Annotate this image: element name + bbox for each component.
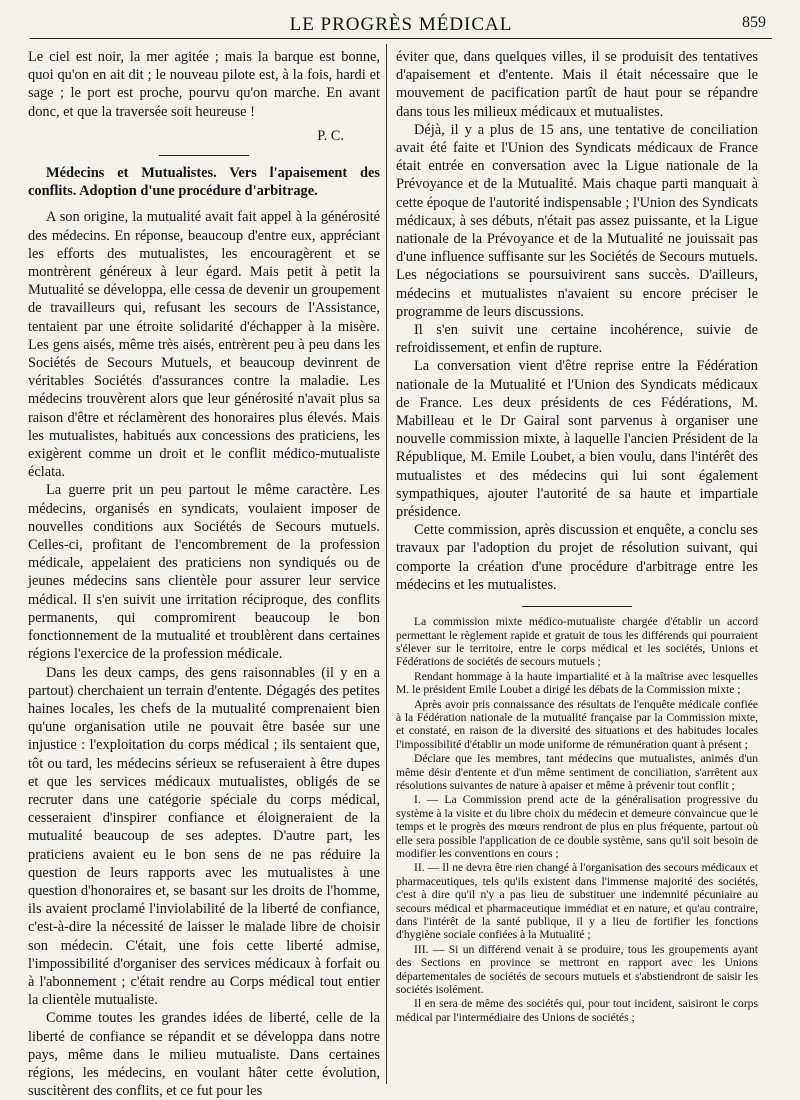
section-rule [522, 606, 632, 607]
resolution-paragraph: III. — Si un différend venait à se produire, tous les groupements ayant des Sections en province se mettront en rapport avec les Unions départementales de sociétés de secours mutuels et s'abstiendront de saisir les sociétés isolément. [396, 942, 758, 997]
signature: P. C. [317, 127, 344, 144]
paragraph: Comme toutes les grandes idées de liberté, celle de la liberté de confiance se répandit et se développa dans notre pays, même dans le milieu mutualiste. Dans certaines régions, les médecins, en voulant hâter cette évolution, suscitèrent des conflits, et ce fut pour les [28, 1010, 380, 1100]
right-column [396, 48, 758, 1024]
section-rule [159, 155, 249, 156]
journal-title: LE PROGRÈS MÉDICAL [289, 14, 513, 35]
resolution-paragraph: Après avoir pris connaissance des résultats de l'enquête médicale confiée à la Fédération nationale de la mutualité française par la Commission mixte, et constaté, en raison de la diversité des situations et des habitudes locales l'impossibilité d'établir un mode uniforme de rémunération quant à présent ; [396, 697, 758, 751]
resolution-paragraph: I. — La Commission prend acte de la généralisation progressive du système à la visite et du libre choix du médecin et demeure convaincue que le temps et le progrès des mœurs rendront de plus en plus fréquente, partout où elle sera possible l'application de ce double système, sans qu'il soit besoin de modifier les conventions en cours ; [396, 793, 758, 860]
paragraph: A son origine, la mutualité avait fait appel à la générosité des médecins. En réponse, beaucoup d'entre eux, appréciant les efforts des mutualistes, les encouragèrent et se montrèrent généreux à leur égard. Mais petit à petit la Mutualité se développa, elle cessa de devenir un groupement de travailleurs qui, refusant les secours de l'Assistance, tentaient par une étroite solidarité d'échapper à la misère. Les gens aisés, même très aisés, entrèrent peu à peu dans les Sociétés de Secours Mutuels, et beaucoup devinrent de véritables Sociétés d'assurances contre la maladie. Les médecins trouvèrent alors que leur générosité n'avait plus sa raison d'être et réclamèrent des honoraires plus élevés. Mais les mutualistes, habitués aux concessions des praticiens, les exigèrent comme un droit et le conflit médico-mutualiste éclata. [28, 209, 380, 481]
resolution-paragraph: II. — Il ne devra être rien changé à l'organisation des secours médicaux et pharmaceutiques, tels qu'ils existent dans l'immense majorité des sociétés, c'est à dire qu'il n'y a pas lieu de substituer une indemnité pécuniaire au secours médical et pharmaceutique immédiat et en nature, et qu'au contraire, dans l'intérêt de la santé publique, il y a lieu de fortifier les fonctions d'hygiène sociale confiées à la Mutualité ; [396, 861, 758, 942]
paragraph: Déjà, il y a plus de 15 ans, une tentative de conciliation avait été faite et l'Union des Syndicats médicaux de France était entrée en conversation avec la Ligue nationale de la Prévoyance et de la Mutualité. Mais chaque parti manquait à cette époque de l'autorité indispensable ; l'Union des Syndicats médicaux, à ses débuts, n'était pas assez puissante, et la Ligue nationale de la Prévoyance et de la Mutualité ne jouissait pas d'une influence suffisante sur les Sociétés de Secours mutuels. Les négociations se poursuivirent sans succès. D'ailleurs, médecins et mutualistes n'avaient su encore préciser le programme de leurs discussions. [396, 121, 758, 320]
intro-paragraph: Le ciel est noir, la mer agitée ; mais la barque est bonne, quoi qu'on en ait dit ; le nouveau pilote est, à la fois, hardi et sage ; le port est proche, pourvu qu'on marche. En avant donc, et que la traversée soit heureuse ! [28, 49, 380, 120]
resolution-paragraph: Il en sera de même des sociétés qui, pour tout incident, saisiront le corps médical par l'intermédiaire des Unions de sociétés ; [396, 997, 758, 1024]
paragraph: Il s'en suivit une certaine incohérence, suivie de refroidissement, et enfin de rupture. [396, 322, 758, 357]
page-number: 859 [742, 14, 766, 31]
left-column [28, 48, 380, 1100]
resolution-paragraph: La commission mixte médico-mutualiste chargée d'établir un accord permettant le règlement rapide et gratuit de tous les différends qui pourraient s'élever sur le territoire, entre le corps médical et les sociétés, Unions et Fédérations de sociétés de secours mutuels ; [396, 615, 758, 669]
column-divider [386, 44, 387, 1084]
paragraph: Cette commission, après discussion et enquête, a conclu ses travaux par l'adoption du projet de résolution suivant, qui comporte la création d'une procédure d'arbitrage entre les médecins et les mutualistes. [396, 522, 758, 593]
paragraph: éviter que, dans quelques villes, il se produisit des tentatives d'apaisement et d'entente. Mais il était nécessaire que le mouvement de pacification partît de haut pour se répandre dans tous les milieux médicaux et mutualistes. [396, 49, 758, 120]
running-header [30, 10, 772, 39]
paragraph: Dans les deux camps, des gens raisonnables (il y en a partout) cherchaient un terrain d'entente. Dégagés des petites haines locales, les chefs de la mutualité comprenaient bien qu'une organisation utile ne pouvait être basée sur une injustice : l'exploitation du corps médical ; ils sentaient que, tôt ou tard, les médecins sérieux se refuseraient à être dupes et que les services médicaux mutualistes, obligés de se recruter dans une catégorie spéciale du corps médical, cesseraient d'inspirer confiance et éloigneraient de la mutualité beaucoup de ses adeptes. D'autre part, les praticiens avaient eu le bon sens de ne pas réduire la question de leurs rapports avec les mutualistes à une question d'honoraires et, se basant sur les droits de l'homme, ils avaient proclamé l'inviolabilité de la liberté de confiance, c'est-à-dire la nécessité de laisser le malade libre de choisir son médecin. C'était, une fois cette liberté admise, l'impossibilité d'organiser des services médicaux à forfait ou à l'abonnement ; c'était rendre au Corps médical tout entier la clientèle mutualiste. [28, 664, 380, 1009]
paragraph: La guerre prit un peu partout le même caractère. Les médecins, organisés en syndicats, voulaient imposer de nouvelles conditions aux Sociétés de Secours mutuels. Celles-ci, profitant de l'encombrement de la profession médicale, appelaient des praticiens non syndiqués ou de jeunes médecins sans clientèle pour assurer leur service médical. Il s'en suivit une irritation réciproque, des conflits permanents, qui compromirent beaucoup le bon fonctionnement de la mutualité et troublèrent dans certaines régions l'exercice de la profession médicale. [28, 482, 380, 663]
paragraph: La conversation vient d'être reprise entre la Fédération nationale de la Mutualité et l'Union des Syndicats médicaux de France. Les deux présidents de ces Fédérations, M. Mabilleau et le Dr Gairal sont parvenus à organiser une nouvelle commission mixte, à laquelle l'ancien Président de la République, M. Emile Loubet, a bien voulu, dans l'intérêt des mutualistes et des médecins qui lui sont également sympathiques, ajouter l'autorité de sa haute et impartiale présidence. [396, 358, 758, 521]
resolution-paragraph: Rendant hommage à la haute impartialité et à la maîtrise avec lesquelles M. le président Emile Loubet a dirigé les débats de la Commission mixte ; [396, 669, 758, 697]
resolution-text [396, 615, 758, 1024]
article-title: Médecins et Mutualistes. Vers l'apaisement des conflits. Adoption d'une procédure d'arbitrage. [28, 165, 380, 200]
resolution-paragraph: Déclare que les membres, tant médecins que mutualistes, animés d'un même désir d'entente et d'un même sentiment de conciliation, s'arrêtent aux résolutions suivantes de nature à apaiser et même à prévenir tout conflit ; [396, 752, 758, 792]
